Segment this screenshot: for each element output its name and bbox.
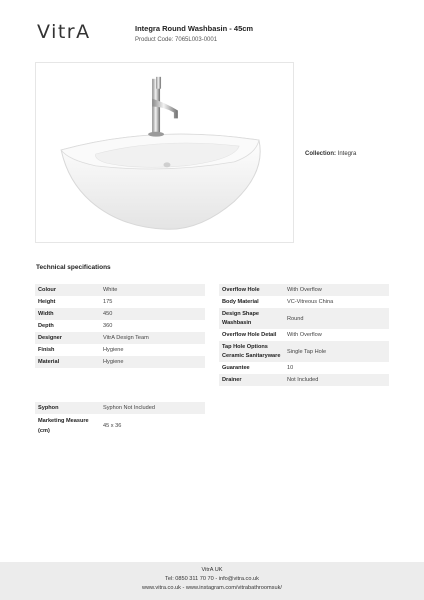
washbasin-illustration xyxy=(36,63,293,242)
spec-row xyxy=(219,284,389,296)
footer-links: www.vitra.co.uk - www.instagram.com/vitrabathroomsuk/ xyxy=(142,585,282,591)
spec-key: Depth xyxy=(38,323,54,329)
footer-contact: Tel: 0850 311 70 70 - info@vitra.co.uk xyxy=(165,576,259,582)
spec-key: Finish xyxy=(38,347,55,353)
spec-value: Syphon Not Included xyxy=(100,402,205,414)
spec-key: Body Material xyxy=(222,299,259,305)
specs-heading: Technical specifications xyxy=(36,264,111,271)
spec-value: White xyxy=(100,284,205,296)
spec-value: With Overflow xyxy=(284,284,389,296)
spec-value: 10 xyxy=(287,365,294,371)
spec-value: 360 xyxy=(103,323,113,329)
footer-company: VitrA UK xyxy=(201,567,223,573)
collection-label: Collection: xyxy=(305,151,336,157)
spec-key: Drainer xyxy=(219,374,284,386)
spec-value: VC-Vitreous China xyxy=(287,299,334,305)
spec-value: 175 xyxy=(103,299,113,305)
specs-table-right xyxy=(219,284,389,386)
spec-key: Marketing Measure (cm) xyxy=(38,418,89,434)
spec-key: Material xyxy=(35,356,100,368)
spec-value: Single Tap Hole xyxy=(284,341,389,362)
collection-info xyxy=(305,151,356,157)
spec-value: 450 xyxy=(100,308,205,320)
spec-value: Hygiene xyxy=(103,347,124,353)
spec-row xyxy=(219,362,389,374)
spec-key: Guarantee xyxy=(222,365,250,371)
spec-key: Tap Hole Options Ceramic Sanitaryware xyxy=(219,341,284,362)
spec-row xyxy=(219,341,389,362)
spec-row xyxy=(219,308,389,329)
spec-row xyxy=(219,329,389,341)
spec-key: Overflow Hole xyxy=(219,284,284,296)
product-header xyxy=(135,24,253,43)
spec-row xyxy=(35,344,205,356)
spec-key: Designer xyxy=(35,332,100,344)
spec-row xyxy=(35,284,205,296)
specs-table-left xyxy=(35,284,205,368)
spec-value: VitrA Design Team xyxy=(100,332,205,344)
spec-value: Not Included xyxy=(284,374,389,386)
brand-logo: VitrA xyxy=(37,21,91,43)
spec-key: Design Shape Washbasin xyxy=(219,308,284,329)
product-code: Product Code: 7065L003-0001 xyxy=(135,37,218,43)
spec-row xyxy=(35,414,205,438)
spec-row xyxy=(35,308,205,320)
spec-row xyxy=(219,374,389,386)
spec-key: Width xyxy=(35,308,100,320)
product-image xyxy=(35,62,294,243)
collection-value: Integra xyxy=(337,151,357,157)
spec-value: Hygiene xyxy=(100,356,205,368)
page-footer xyxy=(0,562,424,600)
spec-key: Height xyxy=(38,299,56,305)
spec-value: 45 x 36 xyxy=(103,423,122,429)
spec-row xyxy=(35,320,205,332)
spec-row xyxy=(219,296,389,308)
spec-value: Round xyxy=(284,308,389,329)
spec-row xyxy=(35,402,205,414)
spec-row xyxy=(35,332,205,344)
product-title: Integra Round Washbasin - 45cm xyxy=(135,24,254,33)
spec-key: Overflow Hole Detail xyxy=(222,332,277,338)
spec-row xyxy=(35,296,205,308)
spec-value: With Overflow xyxy=(287,332,322,338)
spec-key: Colour xyxy=(35,284,100,296)
spec-key: Syphon xyxy=(35,402,100,414)
spec-row xyxy=(35,356,205,368)
specs-table-extra xyxy=(35,402,205,438)
